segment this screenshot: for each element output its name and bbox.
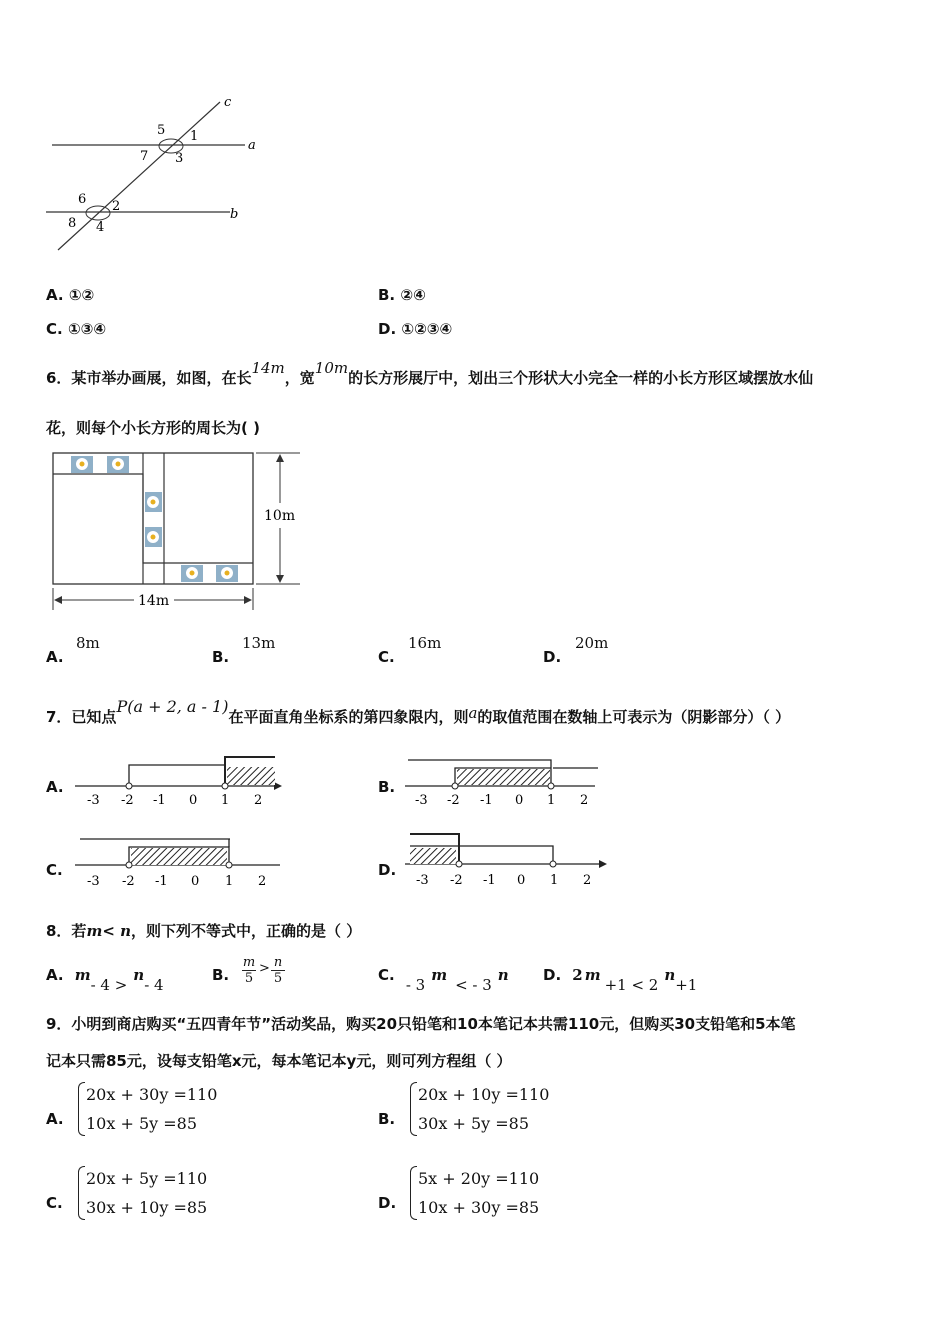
- q9-stem-line2: 记本只需85元，设每支铅笔x元，每本笔记本y元，则可列方程组（ ）: [46, 1052, 512, 1070]
- svg-text:1: 1: [547, 793, 556, 808]
- svg-text:2: 2: [580, 793, 589, 808]
- q8-option-b[interactable]: B.: [212, 966, 230, 984]
- line-label-c: c: [224, 95, 232, 110]
- q5-option-b[interactable]: B. ②④: [378, 286, 426, 304]
- q6-option-c-value: 16m: [408, 634, 442, 652]
- q6-option-d-value: 20m: [575, 634, 609, 652]
- height-label: 10m: [264, 508, 296, 524]
- q9-option-b-system: 20x + 10y =110 30x + 5y =85: [410, 1080, 549, 1138]
- q6-option-b-value: 13m: [242, 634, 276, 652]
- angle-label-2: 2: [112, 199, 121, 214]
- q7-option-a[interactable]: A.: [46, 778, 64, 796]
- q5-option-d[interactable]: D. ①②③④: [378, 320, 453, 338]
- number-line-d[interactable]: [405, 830, 615, 892]
- q9-option-d-system: 5x + 20y =110 10x + 30y =85: [410, 1164, 539, 1222]
- angle-label-8: 8: [68, 216, 77, 231]
- svg-text:1: 1: [221, 793, 230, 808]
- svg-text:2: 2: [258, 874, 267, 889]
- exhibition-hall-figure: [48, 448, 308, 618]
- svg-text:0: 0: [189, 793, 198, 808]
- svg-text:2: 2: [254, 793, 263, 808]
- q7-option-b[interactable]: B.: [378, 778, 396, 796]
- q6-stem-line2: 花，则每个小长方形的周长为( ): [46, 419, 260, 437]
- q5-option-c[interactable]: C. ①③④: [46, 320, 107, 338]
- svg-text:-2: -2: [122, 874, 135, 889]
- q9-option-b[interactable]: B.: [378, 1110, 396, 1128]
- angle-label-7: 7: [140, 149, 149, 164]
- flower-icon: [145, 492, 162, 512]
- line-label-a: a: [248, 138, 256, 153]
- svg-text:0: 0: [517, 873, 526, 888]
- q6-option-d[interactable]: D.: [543, 648, 562, 666]
- flower-icon: [216, 565, 238, 582]
- q8-option-b-frac2: n 5: [271, 955, 285, 986]
- q6-option-b[interactable]: B.: [212, 648, 230, 666]
- q8-option-c[interactable]: C. - 3m< - 3n: [378, 966, 509, 994]
- number-line-a[interactable]: [75, 752, 290, 812]
- flower-icon: [145, 527, 162, 547]
- svg-text:-1: -1: [483, 873, 496, 888]
- angle-label-1: 1: [190, 129, 199, 144]
- parallel-lines-figure: [40, 90, 280, 260]
- q6-option-a-value: 8m: [76, 634, 100, 652]
- svg-text:-2: -2: [450, 873, 463, 888]
- svg-text:-3: -3: [87, 874, 100, 889]
- q7-stem: 7．已知点P(a + 2, a - 1)在平面直角坐标系的第四象限内，则a的取值范围在数轴上可表示为（阴影部分）（ ）: [46, 697, 791, 726]
- width-label: 14m: [138, 593, 170, 609]
- q9-option-a-system: 20x + 30y =110 10x + 5y =85: [78, 1080, 217, 1138]
- svg-text:-1: -1: [480, 793, 493, 808]
- q8-option-d[interactable]: D. 2 m+1 < 2n+1: [543, 966, 698, 994]
- svg-text:-3: -3: [415, 793, 428, 808]
- svg-text:1: 1: [550, 873, 559, 888]
- q5-option-a[interactable]: A. ①②: [46, 286, 95, 304]
- q7-option-c[interactable]: C.: [46, 861, 63, 879]
- q8-option-b-gt: >: [259, 961, 270, 976]
- flower-icon: [71, 456, 93, 473]
- q8-option-b-frac1: m 5: [242, 955, 256, 986]
- q8-stem: 8．若m< n，则下列不等式中，正确的是（ ）: [46, 922, 362, 940]
- svg-text:-3: -3: [416, 873, 429, 888]
- q9-option-d[interactable]: D.: [378, 1194, 397, 1212]
- q9-stem-line1: 9．小明到商店购买“五四青年节”活动奖品，购买20只铅笔和10本笔记本共需110元，但购买30支铅笔和5本笔: [46, 1015, 796, 1033]
- svg-text:0: 0: [191, 874, 200, 889]
- q7-option-d[interactable]: D.: [378, 861, 397, 879]
- svg-text:2: 2: [583, 873, 592, 888]
- flower-icon: [107, 456, 129, 473]
- svg-text:-2: -2: [447, 793, 460, 808]
- q9-option-c[interactable]: C.: [46, 1194, 63, 1212]
- angle-label-6: 6: [78, 192, 87, 207]
- number-line-c[interactable]: [75, 833, 290, 893]
- q9-option-c-system: 20x + 5y =110 30x + 10y =85: [78, 1164, 207, 1222]
- number-line-b[interactable]: [405, 752, 605, 812]
- q6-stem: 6．某市举办画展，如图，在长14m，宽10m的长方形展厅中，划出三个形状大小完全一样的小长方形区域摆放水仙: [46, 359, 814, 387]
- svg-text:0: 0: [515, 793, 524, 808]
- svg-text:-1: -1: [155, 874, 168, 889]
- svg-text:-1: -1: [153, 793, 166, 808]
- q8-option-a[interactable]: A. m- 4 >n- 4: [46, 966, 164, 994]
- svg-text:1: 1: [225, 874, 234, 889]
- svg-text:-2: -2: [121, 793, 134, 808]
- q6-option-c[interactable]: C.: [378, 648, 395, 666]
- line-label-b: b: [230, 207, 239, 222]
- q9-option-a[interactable]: A.: [46, 1110, 64, 1128]
- angle-label-5: 5: [157, 123, 166, 138]
- angle-label-4: 4: [96, 220, 105, 235]
- q6-option-a[interactable]: A.: [46, 648, 64, 666]
- svg-text:-3: -3: [87, 793, 100, 808]
- angle-label-3: 3: [175, 151, 184, 166]
- flower-icon: [181, 565, 203, 582]
